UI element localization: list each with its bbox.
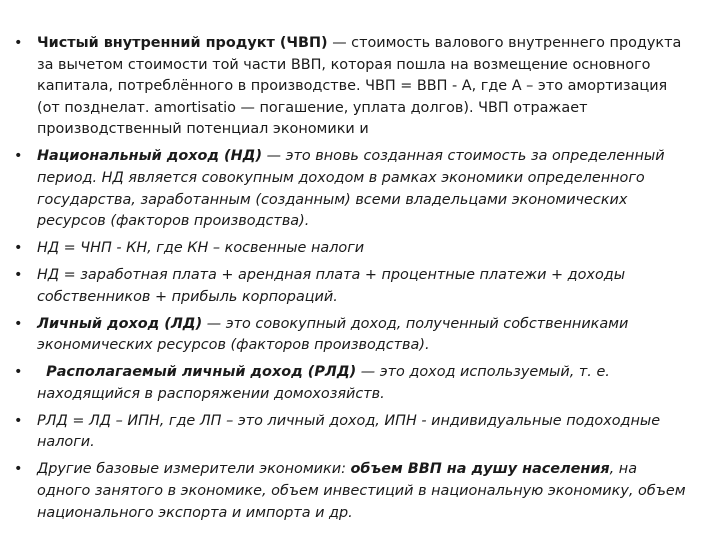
bullet-item-nd: [14, 146, 694, 232]
text-nd: — это вновь созданная стоимость за определенный период. НД является совокупным доходом в рамках экономики определенного государства, заработанным (созданным) всеми владельцами экономических ресурсов (факторов производства).: [37, 148, 665, 230]
bullet-item-nd-formula-1: [14, 238, 694, 260]
term-nd: Национальный доход (НД): [37, 148, 263, 165]
bullet-item-other-measures: [14, 459, 694, 524]
term-gdp-per-capita: объем ВВП на душу населения: [350, 461, 610, 478]
bullet-list: [14, 33, 694, 530]
prefix-rld: [37, 364, 46, 380]
text-rld-formula: РЛД = ЛД – ИПН, где ЛП – это личный доход, ИПН - индивидуальные подоходные налоги.: [37, 412, 661, 451]
text-nd-formula-1: НД = ЧНП - КН, где КН – косвенные налоги: [37, 240, 365, 257]
term-rld: Располагаемый личный доход (РЛД): [46, 364, 357, 381]
text-other-measures: Другие базовые измерители экономики:: [37, 461, 351, 478]
term-ld: Личный доход (ЛД): [37, 315, 203, 332]
bullet-item-rld-formula: [14, 411, 694, 454]
bullet-item-ld: [14, 314, 694, 357]
text-ld: — это совокупный доход, полученный собственниками экономических ресурсов (факторов производства).: [37, 315, 629, 354]
text-chvp: — стоимость валового внутреннего продукта за вычетом стоимости той части ВВП, которая пошла на возмещение основного капитала, потреблённого в производстве. ЧВП = ВВП - А, где А – это амортизация (от позднелат. amortisatio — погашение, уплата долгов). ЧВП отражает производственный потенциал экономики и: [37, 35, 682, 138]
text-other-measures-after: , на одного занятого в экономике, объем инвестиций в национальную экономику, объем национального экспорта и импорта и др.: [37, 461, 686, 521]
text-rld: — это доход используемый, т. е. находящийся в распоряжении домохозяйств.: [37, 364, 610, 402]
bullet-item-nd-formula-2: [14, 265, 694, 308]
term-chvp: Чистый внутренний продукт (ЧВП): [37, 35, 328, 51]
bullet-item-rld: [14, 362, 694, 405]
bullet-item-chvp: [14, 33, 694, 141]
text-nd-formula-2: НД = заработная плата + арендная плата + процентные платежи + доходы собственников + прибыль корпораций.: [37, 267, 626, 305]
